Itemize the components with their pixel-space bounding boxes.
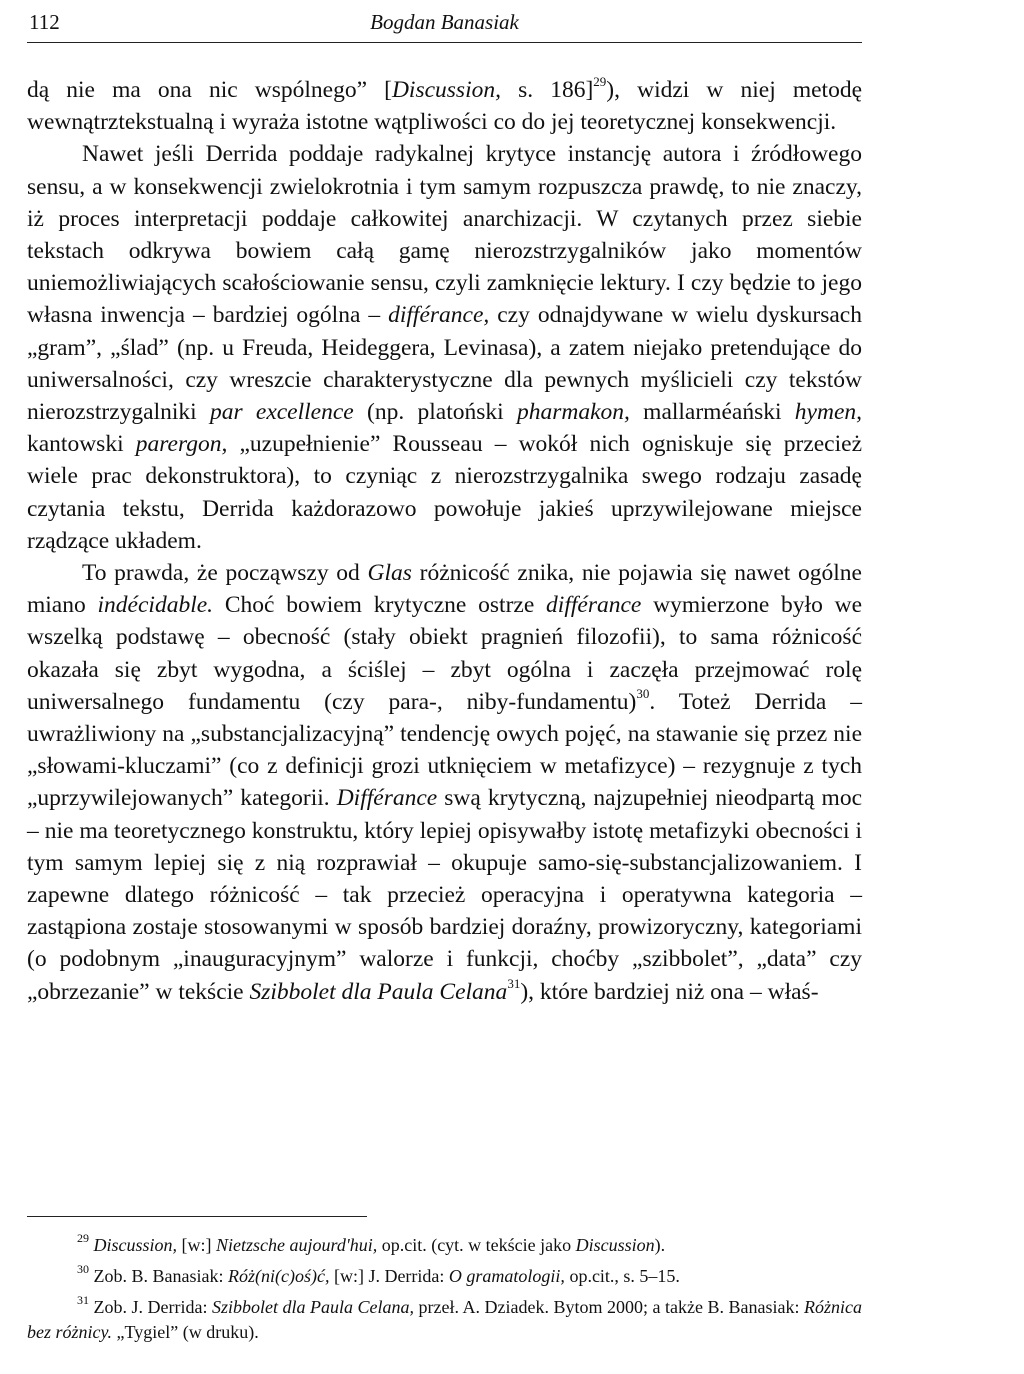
text-run: ), widzi w niej metodę wewnątrztekstualną i wyraża istotne wątpliwości co do jej teoretycznej konsekwencji.: [27, 77, 862, 136]
footnote-separator: [27, 1216, 367, 1217]
text-run: „uzupełnienie” Rousseau – wokół nich ogniskuje się przecież wiele prac dekonstruktora), to czyniąc z nierozstrzygalnika swego rodzaju zasadę czytania tekstu, Derrida każdorazowo powołuje jakieś uprzywilejowane miejsce rządzące układem.: [27, 431, 863, 554]
text-run: op.cit., s. 5–15.: [564, 1266, 680, 1286]
italic-text: Discussion,: [391, 77, 501, 103]
italic-text: pharmakon,: [516, 399, 630, 426]
footnote: [27, 1233, 862, 1258]
text-run: (np. platoński: [353, 399, 517, 426]
italic-text: indécidable.: [97, 592, 214, 619]
italic-text: Szibbolet dla Paula Celana: [249, 978, 508, 1005]
italic-text: O gramatologii,: [448, 1266, 565, 1286]
footnote-number: 31: [77, 1293, 89, 1307]
footnote: [27, 1295, 862, 1345]
text-run: wymierzone było we wszelką podstawę – obecność (stały obiekt pragnień filozofii), to sama różnicość okazała się zbyt wygodna, a ściślej – zbyt ogólna i zaczęła przejmować rolę uniwersalnego fundamentu (czy para-, niby-fundamentu): [27, 592, 863, 715]
italic-text: hymen,: [794, 399, 863, 426]
body-text: [27, 74, 862, 1008]
footnote-marker: [27, 1262, 89, 1286]
italic-text: différance,: [388, 302, 490, 329]
footnote-marker: [27, 1231, 89, 1255]
text-run: [w:]: [177, 1235, 217, 1255]
text-run: różnicość znika, nie pojawia się nawet ogólne miano: [27, 560, 862, 619]
paragraph: [27, 557, 862, 1008]
running-header-author: Bogdan Banasiak: [370, 10, 519, 34]
text-run: Nawet jeśli Derrida poddaje radykalnej krytyce instancję autora i źródłowego sensu, a w konsekwencji zwielokrotnia i tym samym rozpuszcza prawdę, to nie znaczy, iż proces interpretacji poddaje całkowitej anarchizacji. W czytanych przez siebie tekstach odkrywa bowiem całą gamę nierozstrzygalników jako momentów uniemożliwiających scałościowanie sensu, czyli zamknięcie lektury. I czy będzie to jego własna inwencja – bardziej ogólna –: [27, 141, 862, 329]
text-run: ), które bardziej niż ona – właś-: [520, 978, 819, 1005]
running-header: [27, 8, 862, 43]
text-run: s. 186]: [500, 77, 594, 103]
italic-text: différance: [546, 592, 642, 619]
text-run: To prawda, że począwszy od: [82, 560, 368, 587]
text-run: „Tygiel” (w druku).: [112, 1322, 259, 1342]
text-run: przeł. A. Dziadek. Bytom 2000; a także B. Banasiak:: [414, 1297, 805, 1317]
text-run: dą nie ma ona nic wspólnego” [: [27, 77, 392, 103]
footnote-marker: [27, 1293, 89, 1317]
italic-text: Róż(ni(c)oś)ć,: [227, 1266, 330, 1286]
italic-text: Différance: [336, 785, 438, 812]
text-run: Choć bowiem krytyczne ostrze: [213, 592, 547, 619]
footnote-ref: 31: [507, 975, 521, 991]
text-run: op.cit. (cyt. w tekście jako: [377, 1235, 576, 1255]
footnote-number: 29: [77, 1231, 89, 1245]
italic-text: Szibbolet dla Paula Celana,: [212, 1297, 415, 1317]
text-run: kantowski: [27, 431, 136, 458]
text-run: czy odnajdywane w wielu dyskursach „gram”, „ślad” (np. u Freuda, Heideggera, Levinasa), a zatem niejako pretendujące do uniwersalności, czy wreszcie charakterystyczne dla pewnych myślicieli czy tekstów nierozstrzygalniki: [27, 302, 862, 426]
paragraph: [27, 74, 862, 138]
paragraph: [27, 138, 862, 557]
text-run: [w:] J. Derrida:: [329, 1266, 449, 1286]
text-run: Zob. J. Derrida:: [93, 1297, 213, 1317]
text-run: Zob. B. Banasiak:: [93, 1266, 228, 1286]
text-run: swą krytyczną, najzupełniej nieodpartą moc – nie ma teoretycznego konstruktu, który lepiej opisywałby istotę metafizyki obecności i tym samym lepiej się z nią rozprawiał – okupuje samo-się-substancjalizowaniem. I zapewne dlatego różnicość – tak przecież operacyjna i operatywna kategoria – zastąpiona zostaje stosowanymi w sposób bardziej doraźny, prowizoryczny, kategoriami (o podobnym „inauguracyjnym” walorze i funkcji, choćby „szibbolet”, „data” czy „obrzezanie” w tekście: [27, 785, 862, 1005]
italic-text: parergon,: [135, 431, 228, 458]
italic-text: Nietzsche aujourd'hui,: [216, 1235, 378, 1255]
text-run: . Toteż Derrida – uwrażliwiony na „substancjalizacyjną” tendencję owych pojęć, na stawanie się przez nie „słowami-kluczami” (co z definicji grozi utknięciem w metafizyce) – rezygnuje z tych „uprzywilejowanych” kategorii.: [27, 688, 862, 812]
footnote-number: 30: [77, 1262, 89, 1276]
italic-text: Glas: [367, 560, 412, 587]
italic-text: Discussion,: [93, 1235, 178, 1255]
text-run: ).: [654, 1235, 666, 1255]
italic-text: Discussion: [575, 1235, 655, 1255]
footnotes: [27, 1233, 862, 1351]
footnote-ref: 29: [593, 74, 607, 89]
footnote: [27, 1264, 862, 1289]
footnote-ref: 30: [636, 685, 650, 701]
italic-text: par excellence: [209, 399, 354, 426]
text-run: mallarméański: [629, 399, 795, 426]
italic-text: Różnica bez różnicy.: [27, 1297, 863, 1342]
page-number: 112: [29, 10, 60, 34]
